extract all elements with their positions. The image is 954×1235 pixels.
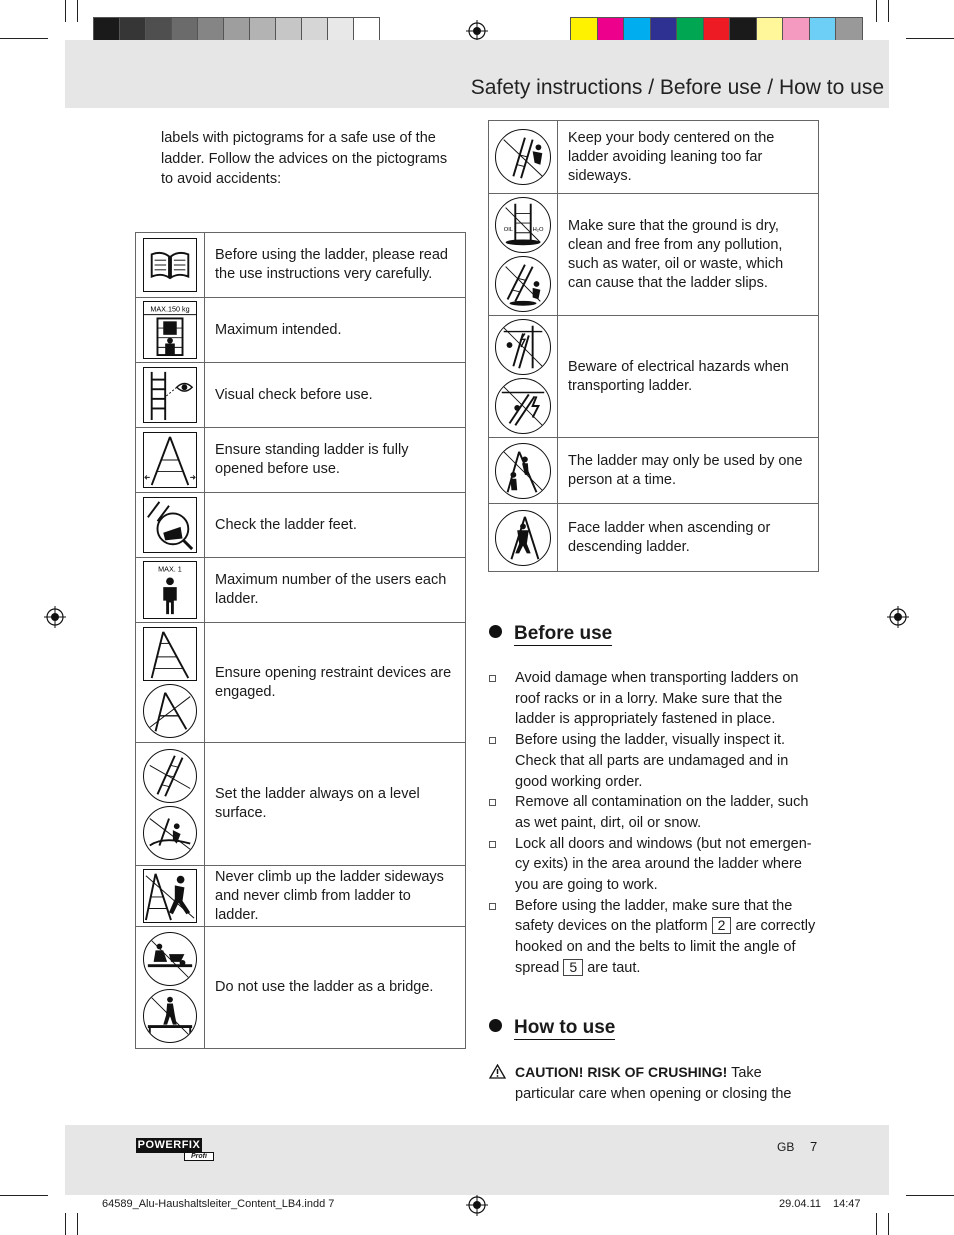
registration-mark-icon <box>887 606 909 628</box>
svg-text:OIL: OIL <box>503 226 514 233</box>
crop-mark <box>0 38 48 39</box>
checkbox-bullet-icon <box>489 799 496 806</box>
table-row <box>136 558 466 623</box>
list-item: Remove all contamination on the ladder, such as wet paint, dirt, oil or snow. <box>489 792 819 833</box>
list-item: Lock all doors and windows (but not emergen-cy exits) in the area around the ladder where you are going to work. <box>489 834 819 896</box>
language-code: GB <box>777 1140 795 1154</box>
crop-mark <box>906 1195 954 1196</box>
registration-mark-icon <box>466 20 488 42</box>
page-title: Safety instructions / Before use / How to use <box>470 76 884 99</box>
oil-water-ground-icon <box>495 197 551 253</box>
registration-mark-icon <box>466 1194 488 1216</box>
pictogram-text: Before using the ladder, please read the use instructions very carefully. <box>205 233 466 298</box>
crop-mark <box>65 0 66 22</box>
table-row <box>489 316 819 438</box>
pictogram-text: Check the ladder feet. <box>205 493 466 558</box>
table-row <box>489 194 819 316</box>
bullet-dot-icon <box>489 625 502 638</box>
svg-text:MAX.150 kg: MAX.150 kg <box>150 304 190 314</box>
crop-mark <box>77 1213 78 1235</box>
pictogram-text: Maximum number of the users each ladder. <box>205 558 466 623</box>
table-row <box>136 233 466 298</box>
restraint-check-icon <box>143 684 197 738</box>
pictogram-table-right <box>488 120 819 572</box>
crop-mark <box>876 1213 877 1235</box>
pictogram-text: Maximum intended. <box>205 298 466 363</box>
power-line-icon <box>495 319 551 375</box>
caution-text: Take particular care when opening or closing the <box>515 1065 792 1102</box>
table-row <box>136 493 466 558</box>
caution-label: CAUTION! RISK OF CRUSHING! <box>515 1064 728 1080</box>
pictogram-text: Set the ladder always on a level surface. <box>205 743 466 866</box>
list-item: Before using the ladder, make sure that the safety devices on the platform 2 are correctly hooked on and the belts to limit the angle of spread 5 are taut. <box>489 896 819 979</box>
max-load-icon <box>143 301 197 359</box>
restraint-ladder-icon <box>143 627 197 681</box>
crop-mark <box>876 0 877 22</box>
pictogram-text: Ensure standing ladder is fully opened before use. <box>205 428 466 493</box>
max-users-icon <box>143 561 197 619</box>
face-ladder-icon <box>495 510 551 566</box>
bridge-wheelbarrow-icon <box>143 932 197 986</box>
warning-triangle-icon <box>489 1064 506 1079</box>
carrying-ladder-hazard-icon <box>495 378 551 434</box>
checkbox-bullet-icon <box>489 675 496 682</box>
pictogram-text: Ensure opening restraint devices are engaged. <box>205 623 466 743</box>
table-row <box>489 121 819 194</box>
crop-mark <box>906 38 954 39</box>
table-row <box>136 866 466 927</box>
pictogram-text: Face ladder when ascending or descending ladder. <box>558 504 819 572</box>
checkbox-bullet-icon <box>489 841 496 848</box>
ladder-feet-icon <box>143 497 197 553</box>
part-reference-badge: 5 <box>563 959 583 976</box>
pictogram-text: Beware of electrical hazards when transporting ladder. <box>558 316 819 438</box>
pictogram-table-left <box>135 232 466 1049</box>
intro-text: labels with pictograms for a safe use of the ladder. Follow the advices on the pictograms to avoid accidents: <box>161 130 448 187</box>
no-sideways-icon <box>143 869 197 923</box>
table-row <box>489 504 819 572</box>
table-row <box>136 927 466 1049</box>
checkbox-bullet-icon <box>489 903 496 910</box>
table-row <box>136 428 466 493</box>
pictogram-text: The ladder may only be used by one person at a time. <box>558 438 819 504</box>
crop-mark <box>888 1213 889 1235</box>
svg-text:H₂O: H₂O <box>532 226 544 233</box>
pictogram-text: Make sure that the ground is dry, clean and free from any pollution, such as water, oil or waste, which can cause that the ladder slips. <box>558 194 819 316</box>
bullet-dot-icon <box>489 1019 502 1032</box>
pictogram-text: Do not use the ladder as a bridge. <box>205 927 466 1049</box>
slug-time: 14:47 <box>833 1198 861 1210</box>
crop-mark <box>0 1195 48 1196</box>
list-item: Before using the ladder, visually inspect it. Check that all parts are undamaged and in good working order. <box>489 730 819 792</box>
body-centered-icon <box>495 129 551 185</box>
registration-mark-icon <box>44 606 66 628</box>
powerfix-logo: POWERFIX Profi <box>136 1138 214 1162</box>
falling-person-icon <box>143 806 197 860</box>
how-to-use-heading: How to use <box>489 1017 615 1039</box>
table-row <box>136 623 466 743</box>
pictogram-text: Never climb up the ladder sideways and never climb from ladder to ladder. <box>205 866 466 927</box>
page-number: 7 <box>810 1139 818 1154</box>
read-manual-icon <box>143 238 197 292</box>
caution-note <box>489 1062 819 1105</box>
slipping-ladder-icon <box>495 256 551 312</box>
crop-mark <box>65 1213 66 1235</box>
table-row <box>136 298 466 363</box>
bridge-walking-icon <box>143 989 197 1043</box>
checkbox-bullet-icon <box>489 737 496 744</box>
part-reference-badge: 2 <box>712 917 732 934</box>
pictogram-text: Visual check before use. <box>205 363 466 428</box>
before-use-heading: Before use <box>489 623 612 645</box>
pictogram-text: Keep your body centered on the ladder avoiding leaning too far sideways. <box>558 121 819 194</box>
table-row <box>136 363 466 428</box>
slug-date: 29.04.11 <box>779 1198 822 1210</box>
crop-mark <box>77 0 78 22</box>
svg-text:MAX. 1: MAX. 1 <box>158 564 182 574</box>
uneven-ground-icon <box>143 749 197 803</box>
one-person-icon <box>495 443 551 499</box>
before-use-list <box>489 668 819 979</box>
table-row <box>136 743 466 866</box>
visual-check-icon <box>143 367 197 423</box>
slug-filename: 64589_Alu-Haushaltsleiter_Content_LB4.indd 7 <box>102 1198 335 1210</box>
crop-mark <box>888 0 889 22</box>
opened-ladder-icon <box>143 432 197 488</box>
table-row <box>489 438 819 504</box>
list-item: Avoid damage when transporting ladders on roof racks or in a lorry. Make sure that the ladder is appropriately fastened in place. <box>489 668 819 730</box>
